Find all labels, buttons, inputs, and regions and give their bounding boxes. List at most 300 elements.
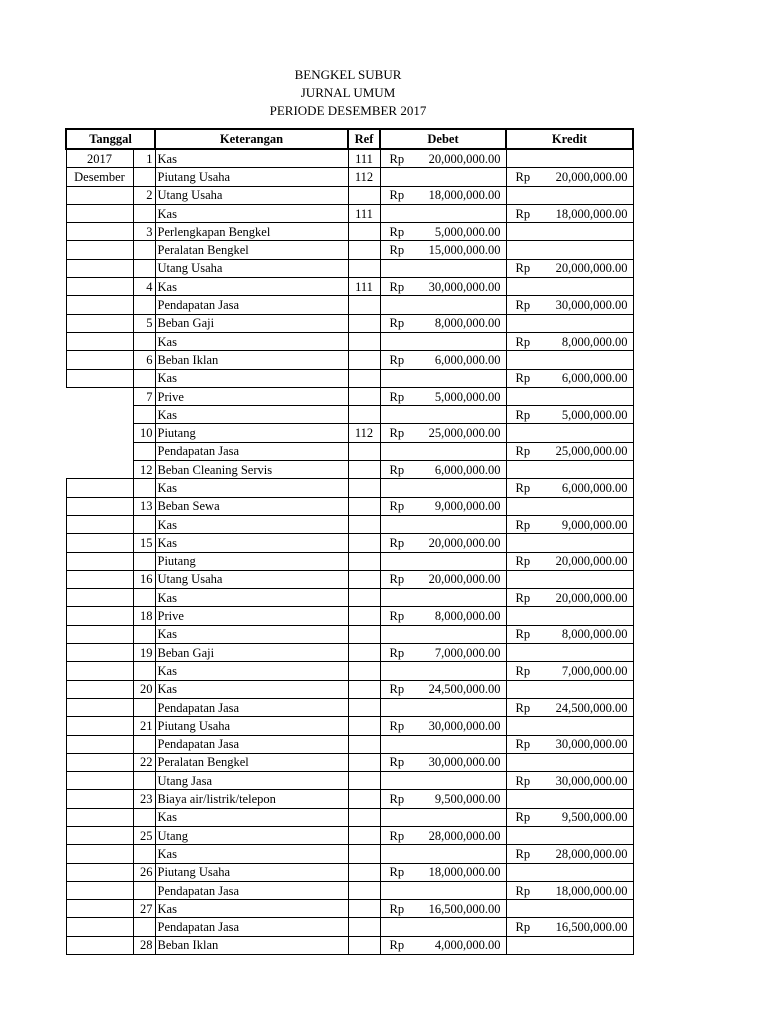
cell-kredit [506,149,633,168]
table-row [66,479,633,497]
debet-amount [383,718,504,734]
cell-debet [380,479,506,497]
cell-kredit [506,900,633,918]
cell-debet [380,936,506,954]
cell-ref [348,589,380,607]
cell-tanggal [66,296,133,314]
cell-debet [380,534,506,552]
table-row [66,680,633,698]
cell-keterangan: Kas [155,845,348,863]
cell-kredit [506,735,633,753]
currency-label: Rp [515,737,531,752]
currency-label: Rp [389,352,405,367]
table-row [66,314,633,332]
table-row [66,863,633,881]
table-row [66,186,633,204]
cell-kredit [506,497,633,515]
cell-kredit [506,296,633,314]
cell-debet [380,369,506,387]
currency-label: Rp [389,755,405,770]
currency-label: Rp [515,773,531,788]
cell-kredit [506,552,633,570]
debet-amount [383,864,504,880]
cell-keterangan: Piutang [155,424,348,442]
cell-keterangan: Peralatan Bengkel [155,753,348,771]
cell-tanggal [66,387,133,405]
cell-ref [348,351,380,369]
col-header-tanggal: Tanggal [66,129,155,149]
cell-day: 16 [133,570,155,588]
cell-ref [348,515,380,533]
kredit-value: 28,000,000.00 [555,846,628,861]
table-row [66,534,633,552]
currency-label: Rp [515,590,531,605]
cell-ref [348,241,380,259]
cell-keterangan: Kas [155,534,348,552]
cell-kredit [506,936,633,954]
table-row [66,753,633,771]
kredit-amount [509,260,631,276]
cell-kredit [506,515,633,533]
table-row [66,662,633,680]
col-header-ref: Ref [348,129,380,149]
kredit-amount [509,773,631,789]
cell-day: 2 [133,186,155,204]
cell-day [133,204,155,222]
table-row [66,387,633,405]
cell-day [133,406,155,424]
kredit-amount [509,407,631,423]
cell-tanggal [66,772,133,790]
cell-ref [348,662,380,680]
cell-tanggal: Desember [66,168,133,186]
cell-keterangan: Piutang Usaha [155,717,348,735]
cell-day: 4 [133,278,155,296]
cell-tanggal [66,918,133,936]
table-row [66,351,633,369]
currency-label: Rp [389,645,405,660]
cell-ref [348,552,380,570]
currency-label: Rp [515,169,531,184]
cell-kredit [506,259,633,277]
table-row [66,900,633,918]
currency-label: Rp [389,426,405,441]
cell-debet [380,735,506,753]
currency-label: Rp [389,316,405,331]
cell-tanggal [66,351,133,369]
currency-label: Rp [515,261,531,276]
currency-label: Rp [515,480,531,495]
cell-tanggal [66,534,133,552]
cell-tanggal [66,717,133,735]
kredit-value: 8,000,000.00 [561,627,628,642]
cell-ref [348,881,380,899]
cell-keterangan: Peralatan Bengkel [155,241,348,259]
cell-day: 6 [133,351,155,369]
table-row [66,406,633,424]
cell-tanggal [66,406,133,424]
cell-keterangan: Kas [155,625,348,643]
cell-keterangan: Beban Iklan [155,351,348,369]
cell-ref [348,479,380,497]
cell-day [133,808,155,826]
cell-day: 19 [133,644,155,662]
table-row [66,552,633,570]
cell-tanggal [66,808,133,826]
currency-label: Rp [515,298,531,313]
cell-kredit [506,369,633,387]
cell-debet [380,845,506,863]
cell-kredit [506,790,633,808]
cell-ref [348,461,380,479]
debet-value: 6,000,000.00 [434,462,501,477]
table-row [66,881,633,899]
kredit-value: 8,000,000.00 [561,334,628,349]
table-row [66,168,633,186]
cell-debet [380,387,506,405]
cell-debet [380,918,506,936]
currency-label: Rp [389,609,405,624]
debet-amount [383,224,504,240]
currency-label: Rp [389,243,405,258]
table-row [66,369,633,387]
cell-keterangan: Piutang [155,552,348,570]
kredit-value: 20,000,000.00 [555,169,628,184]
cell-ref [348,332,380,350]
cell-tanggal [66,753,133,771]
cell-tanggal [66,863,133,881]
journal-table [65,128,634,955]
cell-ref: 111 [348,149,380,168]
cell-tanggal [66,698,133,716]
debet-amount [383,828,504,844]
table-row [66,644,633,662]
cell-keterangan: Beban Gaji [155,644,348,662]
cell-debet [380,259,506,277]
cell-tanggal [66,515,133,533]
table-row [66,936,633,954]
currency-label: Rp [389,188,405,203]
debet-amount [383,645,504,661]
col-header-keterangan: Keterangan [155,129,348,149]
cell-day [133,168,155,186]
table-row [66,790,633,808]
kredit-amount [509,553,631,569]
cell-tanggal [66,314,133,332]
cell-debet [380,698,506,716]
kredit-amount [509,663,631,679]
kredit-value: 20,000,000.00 [555,590,628,605]
cell-debet [380,900,506,918]
cell-keterangan: Pendapatan Jasa [155,918,348,936]
kredit-value: 18,000,000.00 [555,206,628,221]
cell-keterangan: Utang Usaha [155,570,348,588]
kredit-value: 5,000,000.00 [561,407,628,422]
kredit-amount [509,809,631,825]
cell-ref [348,296,380,314]
col-header-kredit: Kredit [506,129,633,149]
cell-ref [348,387,380,405]
currency-label: Rp [515,517,531,532]
currency-label: Rp [515,627,531,642]
cell-ref [348,717,380,735]
cell-day: 25 [133,826,155,844]
debet-amount [383,608,504,624]
currency-label: Rp [389,828,405,843]
cell-kredit [506,717,633,735]
cell-keterangan: Pendapatan Jasa [155,296,348,314]
debet-amount [383,535,504,551]
cell-day: 7 [133,387,155,405]
currency-label: Rp [515,700,531,715]
cell-day: 15 [133,534,155,552]
table-row [66,515,633,533]
cell-keterangan: Kas [155,406,348,424]
cell-debet [380,863,506,881]
currency-label: Rp [389,901,405,916]
cell-ref: 112 [348,168,380,186]
cell-kredit [506,406,633,424]
cell-ref [348,534,380,552]
cell-debet [380,644,506,662]
cell-debet [380,442,506,460]
cell-tanggal [66,186,133,204]
currency-label: Rp [389,499,405,514]
cell-ref [348,259,380,277]
cell-keterangan: Kas [155,589,348,607]
cell-tanggal [66,479,133,497]
cell-tanggal [66,369,133,387]
debet-value: 18,000,000.00 [428,188,501,203]
currency-label: Rp [389,792,405,807]
kredit-amount [509,736,631,752]
cell-kredit [506,808,633,826]
kredit-amount [509,700,631,716]
company-name: BENGKEL SUBUR [294,67,402,82]
currency-label: Rp [515,371,531,386]
debet-value: 20,000,000.00 [428,151,501,166]
currency-label: Rp [515,444,531,459]
debet-value: 8,000,000.00 [434,609,501,624]
table-row [66,918,633,936]
table-row [66,461,633,479]
cell-day: 10 [133,424,155,442]
cell-tanggal [66,223,133,241]
currency-label: Rp [389,718,405,733]
cell-keterangan: Beban Gaji [155,314,348,332]
table-row [66,241,633,259]
cell-ref [348,497,380,515]
cell-keterangan: Kas [155,680,348,698]
cell-keterangan: Prive [155,607,348,625]
debet-amount [383,571,504,587]
cell-keterangan: Kas [155,149,348,168]
cell-day [133,552,155,570]
currency-label: Rp [389,865,405,880]
kredit-value: 30,000,000.00 [555,298,628,313]
cell-kredit [506,826,633,844]
cell-keterangan: Beban Cleaning Servis [155,461,348,479]
cell-kredit [506,223,633,241]
cell-day: 26 [133,863,155,881]
cell-day [133,442,155,460]
cell-debet [380,332,506,350]
cell-day [133,662,155,680]
cell-tanggal [66,845,133,863]
kredit-value: 7,000,000.00 [561,663,628,678]
cell-debet [380,406,506,424]
kredit-amount [509,883,631,899]
table-row [66,442,633,460]
cell-kredit [506,186,633,204]
debet-amount [383,315,504,331]
debet-value: 20,000,000.00 [428,572,501,587]
cell-debet [380,772,506,790]
cell-tanggal [66,735,133,753]
cell-day [133,918,155,936]
cell-day [133,589,155,607]
cell-debet [380,826,506,844]
cell-debet [380,351,506,369]
cell-keterangan: Piutang Usaha [155,168,348,186]
cell-day: 27 [133,900,155,918]
col-header-debet: Debet [380,129,506,149]
cell-kredit [506,387,633,405]
table-row [66,698,633,716]
cell-day: 12 [133,461,155,479]
table-row [66,259,633,277]
cell-tanggal [66,900,133,918]
debet-value: 18,000,000.00 [428,865,501,880]
cell-keterangan: Kas [155,332,348,350]
cell-debet [380,314,506,332]
cell-debet [380,790,506,808]
table-row [66,149,633,168]
cell-tanggal [66,461,133,479]
cell-kredit [506,881,633,899]
cell-kredit [506,461,633,479]
cell-ref [348,826,380,844]
currency-label: Rp [389,151,405,166]
cell-day [133,845,155,863]
cell-debet [380,241,506,259]
debet-amount [383,754,504,770]
cell-day: 22 [133,753,155,771]
cell-day: 3 [133,223,155,241]
debet-value: 25,000,000.00 [428,426,501,441]
cell-day: 20 [133,680,155,698]
cell-keterangan: Utang Jasa [155,772,348,790]
cell-keterangan: Utang Usaha [155,259,348,277]
debet-value: 9,000,000.00 [434,499,501,514]
cell-day: 23 [133,790,155,808]
cell-tanggal [66,204,133,222]
debet-value: 28,000,000.00 [428,828,501,843]
kredit-value: 24,500,000.00 [555,700,628,715]
kredit-value: 6,000,000.00 [561,480,628,495]
cell-tanggal [66,424,133,442]
cell-kredit [506,845,633,863]
cell-kredit [506,351,633,369]
cell-keterangan: Kas [155,479,348,497]
cell-kredit [506,589,633,607]
cell-debet [380,461,506,479]
cell-kredit [506,168,633,186]
cell-day: 21 [133,717,155,735]
cell-kredit [506,607,633,625]
cell-tanggal [66,552,133,570]
cell-ref [348,863,380,881]
cell-day [133,881,155,899]
debet-amount [383,498,504,514]
cell-ref [348,698,380,716]
kredit-value: 25,000,000.00 [555,444,628,459]
cell-keterangan: Pendapatan Jasa [155,442,348,460]
cell-tanggal: 2017 [66,149,133,168]
debet-value: 30,000,000.00 [428,755,501,770]
currency-label: Rp [515,334,531,349]
cell-day [133,332,155,350]
cell-kredit [506,278,633,296]
cell-debet [380,424,506,442]
cell-day [133,625,155,643]
debet-value: 24,500,000.00 [428,682,501,697]
cell-ref [348,186,380,204]
debet-amount [383,279,504,295]
cell-debet [380,223,506,241]
currency-label: Rp [389,938,405,953]
cell-ref [348,369,380,387]
cell-kredit [506,534,633,552]
cell-day: 13 [133,497,155,515]
cell-ref [348,442,380,460]
cell-keterangan: Kas [155,900,348,918]
cell-keterangan: Pendapatan Jasa [155,698,348,716]
table-row [66,589,633,607]
table-row [66,332,633,350]
kredit-amount [509,590,631,606]
cell-debet [380,589,506,607]
cell-keterangan: Prive [155,387,348,405]
cell-debet [380,296,506,314]
cell-debet [380,278,506,296]
cell-tanggal [66,589,133,607]
cell-debet [380,881,506,899]
cell-ref [348,607,380,625]
cell-keterangan: Kas [155,278,348,296]
cell-debet [380,808,506,826]
kredit-value: 9,500,000.00 [561,810,628,825]
cell-debet [380,515,506,533]
cell-tanggal [66,570,133,588]
debet-value: 15,000,000.00 [428,243,501,258]
cell-keterangan: Kas [155,515,348,533]
cell-tanggal [66,644,133,662]
cell-ref [348,406,380,424]
cell-ref [348,900,380,918]
currency-label: Rp [515,920,531,935]
currency-label: Rp [515,206,531,221]
currency-label: Rp [389,535,405,550]
cell-ref [348,845,380,863]
cell-kredit [506,241,633,259]
debet-value: 16,500,000.00 [428,901,501,916]
cell-kredit [506,570,633,588]
debet-value: 4,000,000.00 [434,938,501,953]
debet-amount [383,352,504,368]
cell-day [133,772,155,790]
cell-ref [348,644,380,662]
